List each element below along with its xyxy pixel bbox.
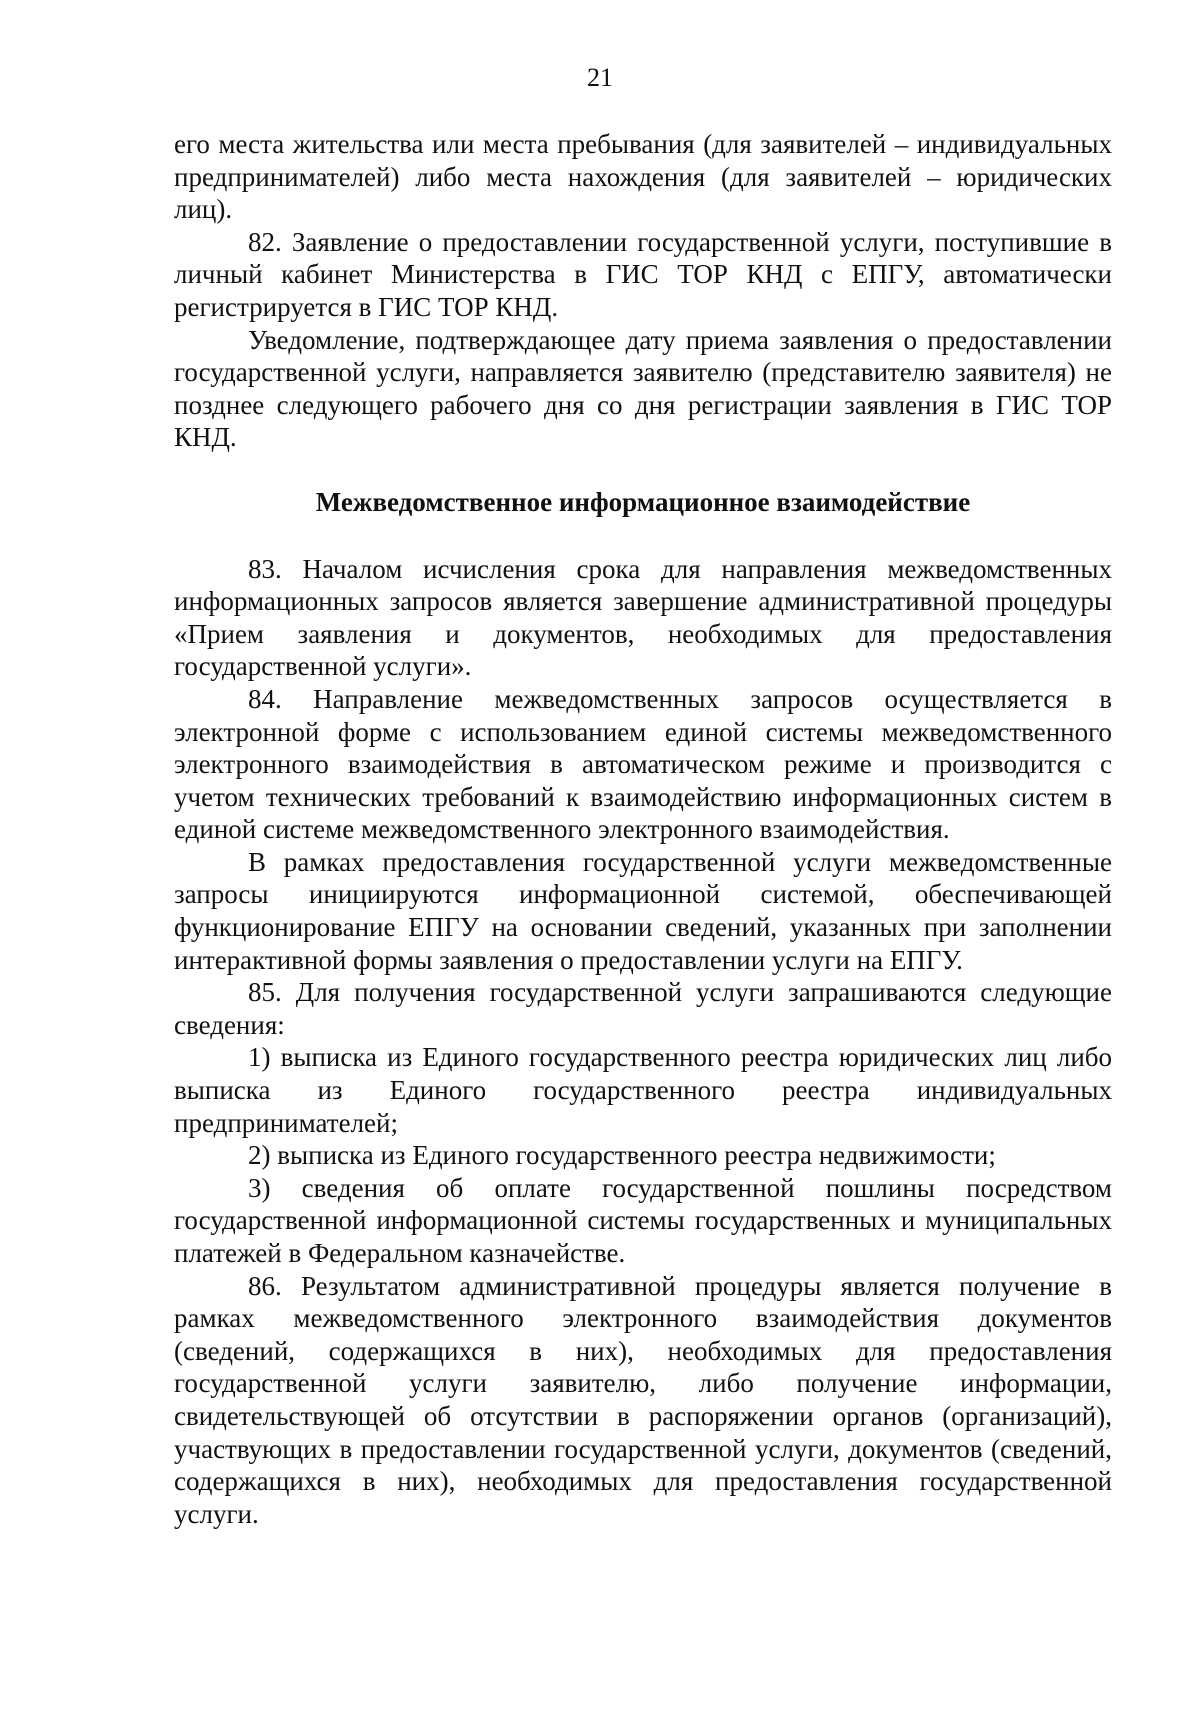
section-heading: Межведомственное информационное взаимодействие — [315, 486, 971, 517]
page-number: 21 — [587, 63, 613, 92]
list-item-2: 2) выписка из Единого государственного реестра недвижимости; — [248, 1140, 996, 1171]
paragraph-requests: В рамках предоставления государственной услуги межведомственные запросы инициируются информационной системой, обеспечивающей функционирование ЕПГУ на основании сведений, указанных при заполнении интерактивной формы заявления о предоставлении услуги на ЕПГУ. — [174, 846, 1112, 975]
paragraph-86: 86. Результатом административной процедуры является получение в рамках межведомственного электронного взаимодействия документов (сведений, содержащихся в них), необходимых для предоставления государственной услуги заявителю, либо получение информации, свидетельствующей об отсутствии в распоряжении органов (организаций), участвующих в предоставлении государственной услуги, документов (сведений, содержащихся в них), необходимых для предоставления государственной услуги. — [174, 1270, 1112, 1529]
list-item-3: 3) сведения об оплате государственной пошлины посредством государственной информационной системы государственных и муниципальных платежей в Федеральном казначействе. — [174, 1172, 1112, 1268]
paragraph-84: 84. Направление межведомственных запросов осуществляется в электронной форме с использованием единой системы межведомственного электронного взаимодействия в автоматическом режиме и производится с учетом технических требований к взаимодействию информационных систем в единой системе межведомственного электронного взаимодействия. — [174, 683, 1112, 845]
paragraph-83: 83. Началом исчисления срока для направления межведомственных информационных запросов является завершение административной процедуры «Прием заявления и документов, необходимых для предоставления государственной услуги». — [174, 553, 1112, 682]
list-item-1: 1) выписка из Единого государственного реестра юридических лиц либо выписка из Единого государственного реестра индивидуальных предпринимателей; — [174, 1042, 1112, 1138]
paragraph-82: 82. Заявление о предоставлении государственной услуги, поступившие в личный кабинет Министерства в ГИС ТОР КНД с ЕПГУ, автоматически регистрируется в ГИС ТОР КНД. — [174, 226, 1112, 322]
paragraph-notification: Уведомление, подтверждающее дату приема заявления о предоставлении государственной услуги, направляется заявителю (представителю заявителя) не позднее следующего рабочего дня со дня регистрации заявления в ГИС ТОР КНД. — [174, 324, 1112, 453]
paragraph-85: 85. Для получения государственной услуги запрашиваются следующие сведения: — [174, 977, 1112, 1040]
document-body — [174, 128, 1112, 1530]
paragraph-continuation: его места жительства или места пребывания (для заявителей – индивидуальных предпринимателей) либо места нахождения (для заявителей – юридических лиц). — [174, 129, 1112, 225]
